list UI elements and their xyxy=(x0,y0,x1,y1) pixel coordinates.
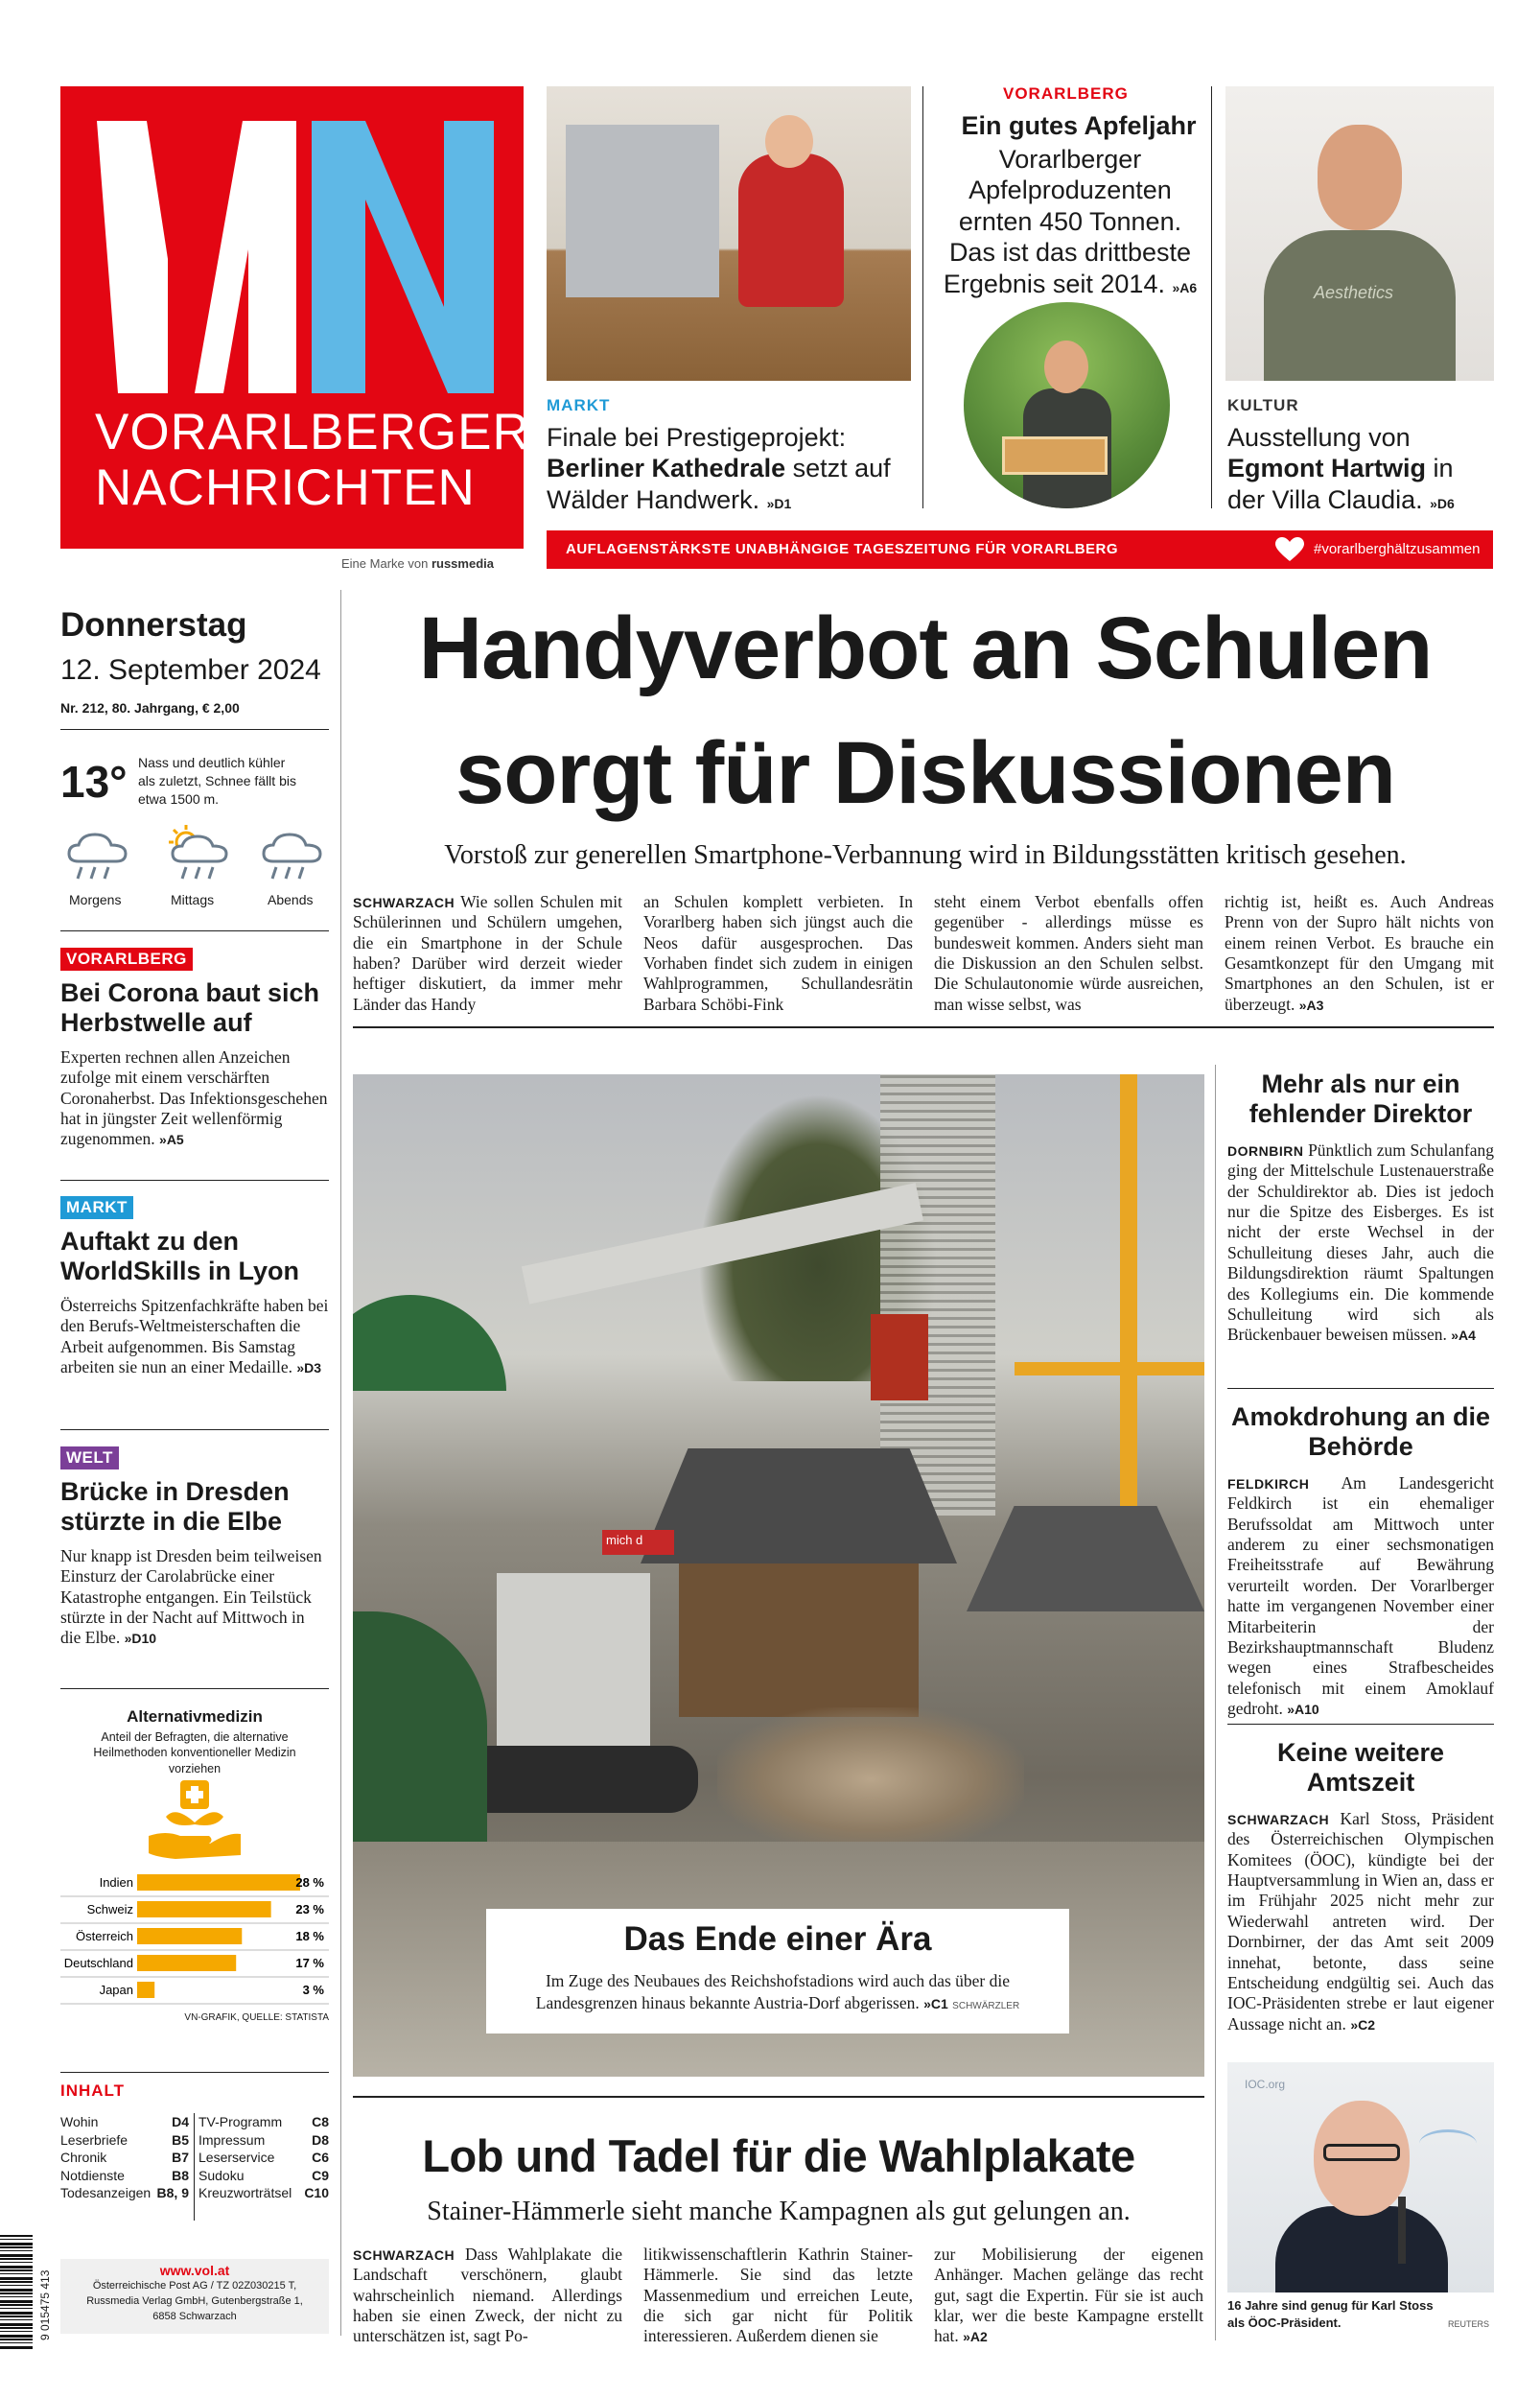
right-body-amok: Am Landesgericht Feldkirch ist ein ehemaliger Berufssoldat am Mittwoch unter anderem zu einer sechsmonatigen Freiheitsstrafe auf Bewährung verurteilt worden. Der Vorarlberger hatte im vergangenen November einer Mitarbeiterin der Bezirkshauptmannschaft Bludenz wegen eines Strafbescheides telefonisch mit einem Amoklauf gedroht. xyxy=(1227,1473,1494,1718)
sidebar-label-markt: MARKT xyxy=(60,1196,133,1219)
hashtag-text: #vorarlberghältzusammen xyxy=(1314,541,1481,557)
contents-item-name: Notdienste xyxy=(60,2167,125,2183)
lead-col1-text: Wie sollen Schulen mit Schülerinnen und Schülern umgehen, die ein Smartphone in der Schule haben? Darüber wird derzeit wieder heftiger diskutiert, da immer mehr Länder das Handy xyxy=(353,892,622,1014)
weather-text: Nass und deutlich kühler als zuletzt, Schnee fällt bis etwa 1500 m. xyxy=(138,755,296,807)
contents-item-page: D4 xyxy=(172,2114,189,2129)
teaser-markt-ref: »D1 xyxy=(766,495,792,511)
sidebar-story-dresden[interactable] xyxy=(60,1446,329,1649)
photo-pavilion xyxy=(679,1563,919,1717)
second-story-top-rule xyxy=(353,2096,1204,2098)
barcode-number: 9 015475 413 xyxy=(38,2269,52,2340)
right-head-stoss: Keine weitere Amtszeit xyxy=(1276,1738,1445,1798)
teaser-kultur-text[interactable] xyxy=(1227,422,1505,515)
chart-value-label: 3 % xyxy=(302,1983,324,1997)
second-column-2 xyxy=(643,2245,913,2347)
teaser-vorarlberg-tag: VORARLBERG xyxy=(1003,84,1129,103)
right-text-stoss xyxy=(1227,1809,1494,2034)
dateline-issue: Nr. 212, 80. Jahrgang, € 2,00 xyxy=(60,700,240,716)
right-ref-amok: »A10 xyxy=(1287,1701,1319,1717)
contents-item-page: C8 xyxy=(312,2114,329,2129)
sidebar-story-corona[interactable] xyxy=(60,948,329,1150)
contents-row[interactable] xyxy=(198,2184,329,2202)
sidebar-ref-dresden: »D10 xyxy=(124,1631,157,1647)
tagline-text: AUFLAGENSTÄRKSTE UNABHÄNGIGE TAGESZEITUNG FÜR VORARLBERG xyxy=(566,541,1119,557)
photo-credit: SCHWÄRZLER xyxy=(952,2000,1020,2011)
contents-item-name: Sudoku xyxy=(198,2167,245,2183)
photo-caption-head[interactable]: Das Ende einer Ära xyxy=(623,1920,932,1958)
stoss-glasses xyxy=(1323,2144,1400,2161)
lead-column-1 xyxy=(353,892,622,1015)
teaser-kultur-line2 xyxy=(1227,453,1505,483)
second-column-3 xyxy=(934,2245,1203,2347)
teaser-markt-bold: Berliner Kathedrale xyxy=(547,454,786,483)
second-ref: »A2 xyxy=(963,2329,988,2345)
contents-item-page: B7 xyxy=(172,2150,189,2166)
divider-1 xyxy=(922,86,923,508)
right-dateline-stoss: SCHWARZACH xyxy=(1227,1812,1330,1828)
right-ref-direktor: »A4 xyxy=(1451,1328,1476,1344)
lead-col4-text: richtig ist, heißt es. Auch Andreas Prenn von der Supro hält nichts von einem reinen Verbot. Es brauche ein Gesamtkonzept für den Umgang mit Smartphones an den Schulen, ist er überzeugt. xyxy=(1225,892,1494,1014)
lead-column-2 xyxy=(643,892,913,1015)
teaser-markt-text[interactable] xyxy=(547,422,921,515)
photo-sign-text: mich d xyxy=(606,1533,643,1547)
chart-value-label: 17 % xyxy=(295,1956,324,1970)
rain-cloud-icon xyxy=(64,831,131,886)
contents-item-name: Wohin xyxy=(60,2114,99,2129)
sidebar-body-worldskills: Österreichs Spitzenfachkräfte haben bei den Berufs-Weltmeisterschaften die Arbeit aufgenommen. Bis Samstag arbeiten sie nun an einer Medaille. xyxy=(60,1296,329,1377)
sidebar-ref-worldskills: »D3 xyxy=(296,1360,322,1376)
teaser-markt-tag: MARKT xyxy=(547,396,611,414)
sidebar-rule-1 xyxy=(60,729,329,730)
teaser-markt-rest: setzt auf xyxy=(785,454,891,483)
right-text-amok xyxy=(1227,1473,1494,1719)
teaser-vorarlberg-headline[interactable]: Ein gutes Apfeljahr xyxy=(961,111,1197,140)
teaser-markt-line3 xyxy=(547,484,921,515)
contents-item-page: C10 xyxy=(304,2185,329,2201)
second-column-1 xyxy=(353,2245,622,2347)
chart-value-label: 18 % xyxy=(295,1929,324,1943)
farmer-head xyxy=(1044,341,1088,393)
teaser-vorarlberg-ref: »A6 xyxy=(1172,279,1198,295)
sidebar-head-worldskills: Auftakt zu den WorldSkills in Lyon xyxy=(60,1227,300,1286)
artist-shirt xyxy=(1264,230,1456,381)
chart-title: Alternativmedizin xyxy=(127,1707,263,1726)
right-rule-2 xyxy=(1227,1724,1494,1725)
lead-ref: »A3 xyxy=(1298,997,1324,1013)
stoss-photo-backdrop-text: IOC.org xyxy=(1245,2078,1286,2091)
contents-item-name: Impressum xyxy=(198,2131,266,2148)
teaser-kultur-line3 xyxy=(1227,484,1505,515)
second-col2-text: litikwissenschaftlerin Kathrin Stainer-Hämmerle. Sie sind das letzte Massenmedium und erreichen Leute, die sich gar nicht für Politik interessieren. Außerdem dienen sie xyxy=(643,2245,913,2346)
imprint-url[interactable]: www.vol.at xyxy=(159,2263,230,2278)
teaser-kultur-line1: Ausstellung von xyxy=(1227,423,1411,452)
lead-column-4 xyxy=(1225,892,1494,1015)
right-body-stoss: Karl Stoss, Präsident des Österreichischen Olympischen Komitees (ÖOC), kündigte bei der Hauptversammlung in Wien an, dass er im Frühjahr 2025 nicht mehr zur Wiederwahl antreten wird. Der Dornbirner, der das Amt seit 2009 innehat, betonte, dass seine Entscheidung endgültig sei. Auch das IOC-Präsidenten strebe er laut eigener Aussage nicht an. xyxy=(1227,1809,1494,2034)
masthead-title-line2: NACHRICHTEN xyxy=(95,459,476,516)
lead-subhead: Vorstoß zur generellen Smartphone-Verbannung wird in Bildungsstätten kritisch gesehen. xyxy=(444,840,1407,870)
lead-column-3 xyxy=(934,892,1203,1015)
contents-item-name: Chronik xyxy=(60,2150,107,2166)
chart-subtitle: Anteil der Befragten, die alternative Heilmethoden konventioneller Medizin vorziehen xyxy=(93,1730,296,1775)
sun-cloud-rain-icon xyxy=(161,825,232,884)
rain-cloud-icon-evening xyxy=(259,831,326,886)
saw-machine xyxy=(566,125,719,297)
sidebar-ref-corona: »A5 xyxy=(159,1132,184,1148)
teaser-kultur-rest: in xyxy=(1426,454,1454,483)
apple-farmer-photo xyxy=(964,302,1170,508)
contents-row[interactable] xyxy=(198,2131,329,2150)
right-story-amok[interactable] xyxy=(1227,1402,1494,1719)
artist-shirt-print: Aesthetics xyxy=(1314,283,1394,302)
imprint-line3: 6858 Schwarzach xyxy=(152,2311,237,2322)
imprint-line1: Österreichische Post AG / TZ 02Z030215 T, xyxy=(92,2280,297,2292)
lead-col2-text: an Schulen komplett verbieten. In Vorarlberg haben sich jüngst auch die Neos dafür ausgesprochen. Das Vorhaben findet sich zudem in einigen Wahlprogrammen, Schullandesrätin Barbara Schöbi-Fink xyxy=(643,892,913,1014)
right-body-direktor: Pünktlich zum Schulanfang ging der Mittelschule Lustenauerstraße der Schuldirektor ab. Dies ist jedoch nur die Spitze des Eisberges. Es ist nicht der erste Wechsel in der Schulleitung dieses Jahr, auch die Bildungsdirektion räumt Spaltungen des Kollegiums ein. Die kommende Schulleitung wird sich als Brückenbauer beweisen müssen. xyxy=(1227,1140,1494,1345)
olympic-rings xyxy=(1419,2129,1477,2158)
artist-photo xyxy=(1225,86,1494,381)
sidebar-body-dresden: Nur knapp ist Dresden beim teilweisen Einsturz der Carolabrücke einer Katastrophe entgangen. Ein Teilstück stürzte in der Nacht auf Mittwoch in die Elbe. xyxy=(60,1546,322,1648)
alternativmedizin-bar-chart xyxy=(56,1870,334,2005)
photo-red-sign xyxy=(602,1530,674,1555)
sidebar-text-worldskills xyxy=(60,1296,329,1377)
teaser-markt-line3-text: Wälder Handwerk. xyxy=(547,484,760,514)
right-head-direktor: Mehr als nur ein fehlender Direktor xyxy=(1248,1070,1473,1129)
teaser-vorarlberg-body: Vorarlberger Apfelproduzenten ernten 450 Tonnen. Das ist das drittbeste Ergebnis seit 2014. xyxy=(943,145,1192,298)
chart-category-label: Japan xyxy=(99,1983,133,1997)
right-text-direktor xyxy=(1227,1140,1494,1345)
contents-row[interactable] xyxy=(60,2167,189,2185)
contents-row[interactable] xyxy=(60,2149,189,2167)
chart-category-label: Schweiz xyxy=(86,1902,133,1916)
chart-category-label: Deutschland xyxy=(63,1956,133,1970)
contents-row[interactable] xyxy=(198,2113,329,2131)
chart-value-label: 23 % xyxy=(295,1902,324,1916)
photo-yellow-crane-arm xyxy=(1015,1362,1204,1375)
lead-col3-text: steht einem Verbot ebenfalls offen gegenüber - allerdings müsse es bundesweit kommen. Anders sieht man die Diskussion an den Schulen selbst. Die Schulautonomie würde ausreichen, man wisse selbst, was xyxy=(934,892,1203,1014)
artist-head xyxy=(1318,125,1402,230)
weather-label-morning: Morgens xyxy=(69,892,122,907)
weather-temp: 13° xyxy=(60,757,128,807)
imprint-line2: Russmedia Verlag GmbH, Gutenbergstraße 1, xyxy=(86,2295,303,2307)
contents-item-name: Leserservice xyxy=(198,2150,275,2166)
sidebar-rule-6 xyxy=(60,2072,329,2073)
photo-excavator-tracks xyxy=(458,1746,698,1813)
photo-debris xyxy=(717,1707,1024,1851)
carpenter-figure xyxy=(738,153,844,307)
chart-bar xyxy=(137,1901,271,1917)
karl-stoss-photo xyxy=(1227,2062,1494,2292)
contents-item-page: B5 xyxy=(172,2131,189,2148)
sidebar-head-dresden: Brücke in Dresden stürzte in die Elbe xyxy=(60,1477,290,1537)
photo-red-grapple xyxy=(871,1314,928,1400)
photo-excavator-body xyxy=(497,1573,650,1765)
contents-right-list xyxy=(198,2113,329,2202)
teaser-kultur-line3-text: der Villa Claudia. xyxy=(1227,484,1423,514)
contents-divider xyxy=(194,2113,195,2221)
right-story-direktor[interactable] xyxy=(1227,1070,1494,1346)
chart-source: VN-GRAFIK, QUELLE: STATISTA xyxy=(184,2012,329,2023)
brand-note-text: Eine Marke von xyxy=(341,556,429,571)
teaser-markt-line1: Finale bei Prestigeprojekt: xyxy=(547,423,847,452)
lead-headline-1[interactable]: Handyverbot an Schulen xyxy=(418,600,1433,697)
masthead-title-line1: VORARLBERGER xyxy=(95,404,530,460)
chart-category-label: Österreich xyxy=(76,1929,133,1943)
contents-item-page: D8 xyxy=(312,2131,329,2148)
stoss-suit xyxy=(1275,2206,1448,2292)
sidebar-label-welt: WELT xyxy=(60,1446,119,1469)
contents-item-page: B8 xyxy=(172,2167,189,2183)
stoss-photo-caption: 16 Jahre sind genug für Karl Stoss als ÖOC-Präsident. xyxy=(1227,2298,1434,2330)
photo-roof-1 xyxy=(641,1448,957,1563)
chart-bar xyxy=(137,1982,154,1998)
contents-item-name: Leserbriefe xyxy=(60,2131,128,2148)
contents-row[interactable] xyxy=(60,2113,189,2131)
second-dateline: SCHWARZACH xyxy=(353,2247,455,2263)
brand-note xyxy=(341,556,494,571)
contents-item-page: C6 xyxy=(312,2150,329,2166)
sidebar-label-vorarlberg: VORARLBERG xyxy=(60,948,193,971)
right-ref-stoss: »C2 xyxy=(1350,2016,1375,2033)
microphone xyxy=(1398,2197,1406,2264)
second-headline[interactable]: Lob und Tadel für die Wahlplakate xyxy=(422,2130,1135,2181)
contents-item-name: Kreuzworträtsel xyxy=(198,2185,292,2201)
sidebar-rule-5 xyxy=(60,1688,329,1689)
chart-bar xyxy=(137,1955,236,1971)
sidebar-head-corona: Bei Corona baut sich Herbstwelle auf xyxy=(60,978,320,1038)
sidebar-rule-2 xyxy=(60,930,329,931)
stoss-photo-credit: REUTERS xyxy=(1448,2319,1490,2329)
contents-item-page: C9 xyxy=(312,2167,329,2183)
right-head-amok: Amokdrohung an die Behörde xyxy=(1231,1402,1490,1462)
lead-headline-2[interactable]: sorgt für Diskussionen xyxy=(455,724,1395,822)
contents-row[interactable] xyxy=(198,2167,329,2185)
second-col1-text: Dass Wahlplakate die Landschaft verschönern, glaubt wahrscheinlich niemand. Allerdings haben sie einen Zweck, der nicht zu unterschätzen ist, sagt Po- xyxy=(353,2245,622,2346)
chart-category-label: Indien xyxy=(99,1875,133,1890)
contents-item-name: Todesanzeigen xyxy=(60,2185,152,2201)
second-col3-text: zur Mobilisierung der eigenen Anhänger. Machen gelänge das recht gut, sagt die Expertin. Für sie ist auch klar, wer die beste Kampagne erstellt hat. xyxy=(934,2245,1203,2346)
sidebar-vertical-divider xyxy=(340,590,341,2336)
divider-2 xyxy=(1211,86,1212,508)
sidebar-body-corona: Experten rechnen allen Anzeichen zufolge mit einem verschärften Coronaherbst. Das Infektionsgeschehen hat in jüngster Zeit wellenförmig zugenommen. xyxy=(60,1047,328,1149)
apple-crate xyxy=(1002,436,1108,475)
sidebar-text-dresden xyxy=(60,1546,329,1649)
right-dateline-direktor: DORNBIRN xyxy=(1227,1143,1304,1160)
teaser-kultur-ref: »D6 xyxy=(1430,495,1455,511)
second-subhead: Stainer-Hämmerle sieht manche Kampagnen als gut gelungen an. xyxy=(427,2197,1131,2226)
chart-bar xyxy=(137,1874,300,1891)
teaser-vorarlberg-text xyxy=(938,144,1202,299)
carpenter-head xyxy=(765,115,813,168)
contents-item-name: TV-Programm xyxy=(198,2114,283,2129)
carpenter-photo xyxy=(547,86,911,381)
right-story-stoss[interactable] xyxy=(1227,1738,1494,2034)
photo-green-umbrella xyxy=(353,1295,506,1391)
dateline-day: Donnerstag xyxy=(60,606,247,644)
masthead-logo[interactable] xyxy=(60,86,530,549)
weather-label-noon: Mittags xyxy=(171,892,215,907)
contents-row[interactable] xyxy=(198,2149,329,2167)
photo-roof-2 xyxy=(967,1506,1204,1611)
contents-left-list xyxy=(60,2113,189,2202)
sidebar-story-worldskills[interactable] xyxy=(60,1196,329,1377)
sidebar-rule-3 xyxy=(60,1180,329,1181)
barcode xyxy=(0,2235,33,2350)
chart-bar xyxy=(137,1928,242,1944)
contents-item-page: B8, 9 xyxy=(156,2185,189,2201)
right-rule-1 xyxy=(1227,1388,1494,1389)
lead-bottom-rule xyxy=(353,1026,1494,1028)
right-col-divider xyxy=(1215,1065,1216,2340)
dateline-date: 12. September 2024 xyxy=(60,654,321,686)
photo-caption-text xyxy=(515,1970,1040,2014)
right-dateline-amok: FELDKIRCH xyxy=(1227,1476,1310,1493)
herbal-medicine-icon xyxy=(147,1776,243,1863)
contents-row[interactable] xyxy=(60,2184,189,2202)
contents-title: INHALT xyxy=(60,2081,126,2100)
photo-caption-box xyxy=(486,1909,1069,2034)
heart-icon xyxy=(1275,537,1304,562)
teaser-kultur-bold: Egmont Hartwig xyxy=(1227,454,1426,483)
brand-name: russmedia xyxy=(431,556,494,571)
lead-dateline: SCHWARZACH xyxy=(353,895,455,910)
tagline-banner xyxy=(547,530,1493,569)
chart-value-label: 28 % xyxy=(295,1875,324,1890)
teaser-kultur-tag: KULTUR xyxy=(1227,396,1299,414)
imprint-box xyxy=(60,2259,329,2334)
photo-caption-ref: »C1 xyxy=(923,1995,948,2011)
contents-row[interactable] xyxy=(60,2131,189,2150)
photo-yellow-crane xyxy=(1120,1074,1137,1573)
sidebar-text-corona xyxy=(60,1047,329,1150)
teaser-markt-line2 xyxy=(547,453,921,483)
weather-label-evening: Abends xyxy=(268,892,314,907)
sidebar-rule-4 xyxy=(60,1429,329,1430)
photo-caption-body: Im Zuge des Neubaues des Reichshofstadions wird auch das über die Landesgrenzen hinaus bekannte Austria-Dorf abgerissen. xyxy=(535,1971,1011,2012)
